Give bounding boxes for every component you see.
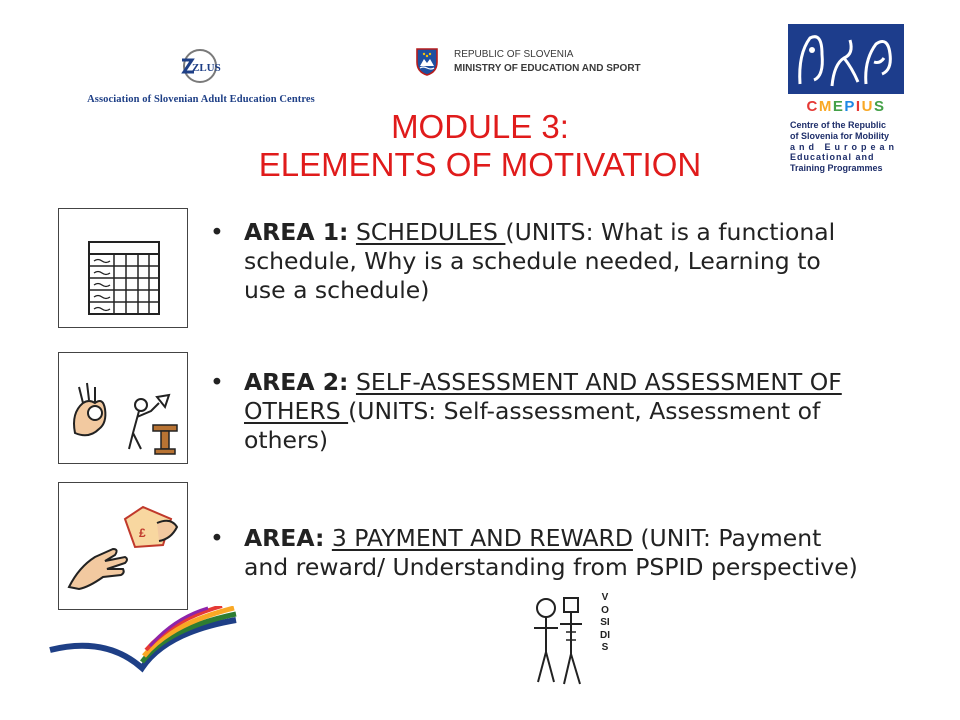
area-2-topic: SELF-ASSESSMENT AND ASSESSMENT OF OTHERS (244, 368, 842, 425)
cmepius-desc-line: Centre of the Republic (790, 120, 887, 130)
vosidis-figures-icon (526, 592, 596, 688)
ok-hand-and-worker-icon (59, 353, 187, 463)
title-line-2: ELEMENTS OF MOTIVATION (258, 146, 702, 183)
bullet-dot: • (210, 368, 224, 396)
cmepius-figures-icon (788, 24, 904, 94)
cmepius-logo (786, 24, 906, 184)
title-line-1: MODULE 3: (391, 108, 569, 145)
payment-pictogram (58, 482, 188, 610)
cmepius-description (790, 120, 908, 174)
schedule-pictogram (58, 208, 188, 328)
area-3-detail: (UNIT: Payment and reward/ Understanding from PSPID perspective) (244, 524, 858, 581)
slovenia-coat-of-arms-icon (416, 48, 438, 76)
area-3-text (244, 524, 864, 582)
area-3-topic: 3 PAYMENT AND REWARD (331, 524, 633, 552)
area-3-label: AREA: (244, 524, 325, 552)
zlus-emblem (176, 46, 226, 86)
cmepius-wordmark: CMEPIUS (806, 98, 886, 115)
ministry-logo (410, 45, 640, 79)
assessment-pictogram (58, 352, 188, 464)
svg-text:£: £ (139, 526, 146, 540)
area-2-detail: (UNITS: Self-assessment, Assessment of others) (244, 397, 821, 454)
area-1-item (210, 218, 870, 308)
area-2-label: AREA 2: (244, 368, 349, 396)
vosidis-wordmark: VOSIDIS (600, 592, 610, 653)
schedule-calendar-icon (59, 209, 187, 327)
hand-giving-money-icon (59, 483, 187, 609)
area-1-topic: SCHEDULES (355, 218, 506, 246)
area-1-text (244, 218, 864, 305)
lifelong-learning-logo (46, 606, 246, 676)
ministry-line-1: REPUBLIC OF SLOVENIA (454, 49, 574, 60)
cmepius-desc-line: Training Programmes (790, 163, 883, 174)
vosidis-logo (526, 592, 616, 688)
cmepius-desc-line: and European (790, 141, 899, 152)
zlus-logo (78, 46, 324, 110)
area-1-label: AREA 1: (244, 218, 349, 246)
slide-title (180, 108, 780, 184)
zlus-mark-text: ZLUS (192, 62, 221, 74)
area-2-text (244, 368, 864, 455)
area-2-item (210, 368, 870, 458)
zlus-caption: Association of Slovenian Adult Education Centres (87, 94, 315, 105)
cmepius-desc-line: Educational and (790, 152, 875, 163)
bullet-dot: • (210, 524, 224, 552)
cmepius-desc-line: of Slovenia for Mobility (790, 130, 890, 141)
cmepius-emblem (788, 24, 904, 94)
ministry-line-2: MINISTRY OF EDUCATION AND SPORT (454, 63, 641, 74)
bullet-dot: • (210, 218, 224, 246)
area-1-detail: (UNITS: What is a functional schedule, Why is a schedule needed, Learning to use a schedule) (244, 218, 836, 304)
